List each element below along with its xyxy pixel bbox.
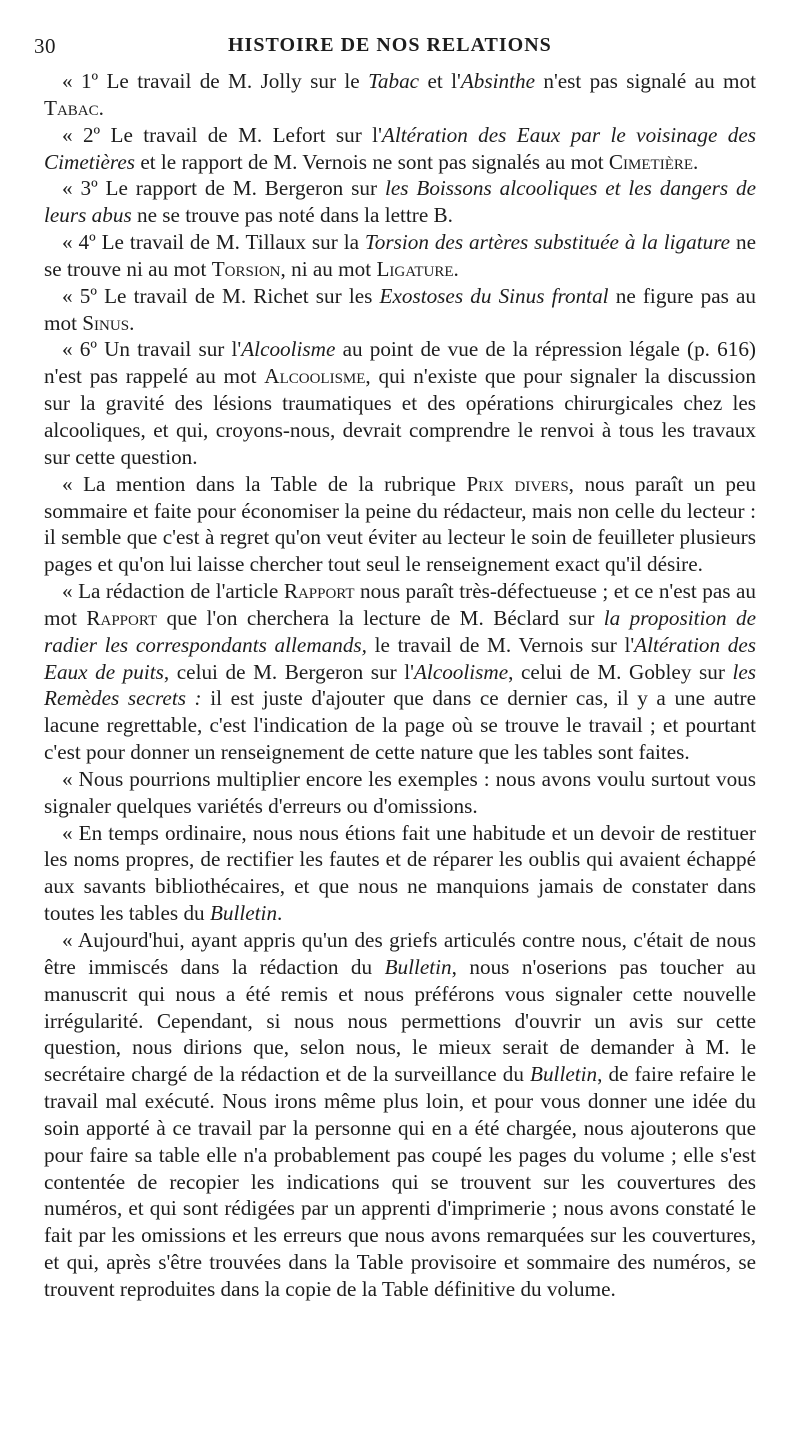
paragraph-1: « 1º Le travail de M. Jolly sur le Tabac et l'Absinthe n'est pas signalé au mot Tabac. xyxy=(44,69,756,120)
page-number: 30 xyxy=(34,34,56,58)
paragraph-3: « 3º Le rapport de M. Bergeron sur les Boissons alcooliques et les dangers de leurs abus ne se trouve pas noté dans la lettre B. xyxy=(44,176,756,228)
paragraph-4: « 4º Le travail de M. Tillaux sur la Torsion des artères substituée à la ligature ne se trouve ni au mot Torsion, ni au mot Ligature. xyxy=(44,230,756,281)
paragraph-8: « La rédaction de l'article Rapport nous paraît très-défectueuse ; et ce n'est pas au mot Rapport que l'on cherchera la lecture de M. Béclard sur la proposition de radier les correspondants allemands, le travail de M. Vernois sur l'Altération des Eaux de puits, celui de M. Bergeron sur l'Alcoolisme, celui de M. Gobley sur les Remèdes secrets : il est juste d'ajouter que dans ce dernier cas, il y a une autre lacune regrettable, c'est l'indication de la page où se trouve le travail ; et pourtant c'est pour donner un renseignement de cette nature que les tables sont faites. xyxy=(44,579,757,765)
running-title: HISTOIRE DE NOS RELATIONS xyxy=(228,34,552,56)
paragraph-2: « 2º Le travail de M. Lefort sur l'Altération des Eaux par le voisinage des Cimetières et le rapport de M. Vernois ne sont pas signalés au mot Cimetière. xyxy=(44,122,756,174)
paragraph-7: « La mention dans la Table de la rubrique Prix divers, nous paraît un peu sommaire et faite pour économiser la peine du rédacteur, mais non celle du lecteur : il semble que c'est à regret qu'on veut éviter au lecteur le soin de feuilleter plusieurs pages et qu'on lui laisse chercher tout seul le renseignement exact qu'il désire. xyxy=(44,471,756,577)
paragraph-9: « Nous pourrions multiplier encore les exemples : nous avons voulu surtout vous signaler quelques variétés d'erreurs ou d'omissions. xyxy=(44,766,756,818)
running-header xyxy=(34,34,756,68)
paragraph-11: « Aujourd'hui, ayant appris qu'un des griefs articulés contre nous, c'était de nous être immiscés dans la rédaction du Bulletin, nous n'oserions pas toucher au manuscrit qui nous a été remis et nous préférons vous signaler cette nouvelle irrégularité. Cependant, si nous nous permettions d'ouvrir un avis sur cette question, nous dirions que, selon nous, le mieux serait de demander à M. le secrétaire chargé de la rédaction et de la surveillance du Bulletin, de faire refaire le travail mal exécuté. Nous irons même plus loin, et pour vous donner une idée du soin apporté à ce travail par la personne qui en a été chargée, nous ajouterons que pour faire sa table elle n'a probablement pas coupé les pages du volume ; elle s'est contentée de recopier les indications qui se trouvent sur les couvertures des numéros, et qui sont rédigées par un apprenti d'imprimerie ; nous avons constaté le fait par les omissions et les erreurs que nous avons remarquées sur les couvertures, et qui, après s'être trouvées dans la Table provisoire et sommaire des numéros, se trouvent reproduites dans la copie de la Table définitive du volume. xyxy=(44,928,756,1301)
paragraph-5: « 5º Le travail de M. Richet sur les Exostoses du Sinus frontal ne figure pas au mot Sinus. xyxy=(44,283,757,335)
paragraph-6: « 6º Un travail sur l'Alcoolisme au point de vue de la répression légale (p. 616) n'est pas rappelé au mot Alcoolisme, qui n'existe que pour signaler la discussion sur la gravité des lésions traumatiques et des opérations chirurgicales chez les alcooliques, et qui, croyons-nous, devrait comprendre le renvoi à tous les travaux sur cette question. xyxy=(44,337,756,469)
paragraph-10: « En temps ordinaire, nous nous étions fait une habitude et un devoir de restituer les noms propres, de rectifier les fautes et de réparer les oublis qui avaient échappé aux savants bibliothécaires, et que nous ne manquions jamais de constater dans toutes les tables du Bulletin. xyxy=(44,820,756,926)
